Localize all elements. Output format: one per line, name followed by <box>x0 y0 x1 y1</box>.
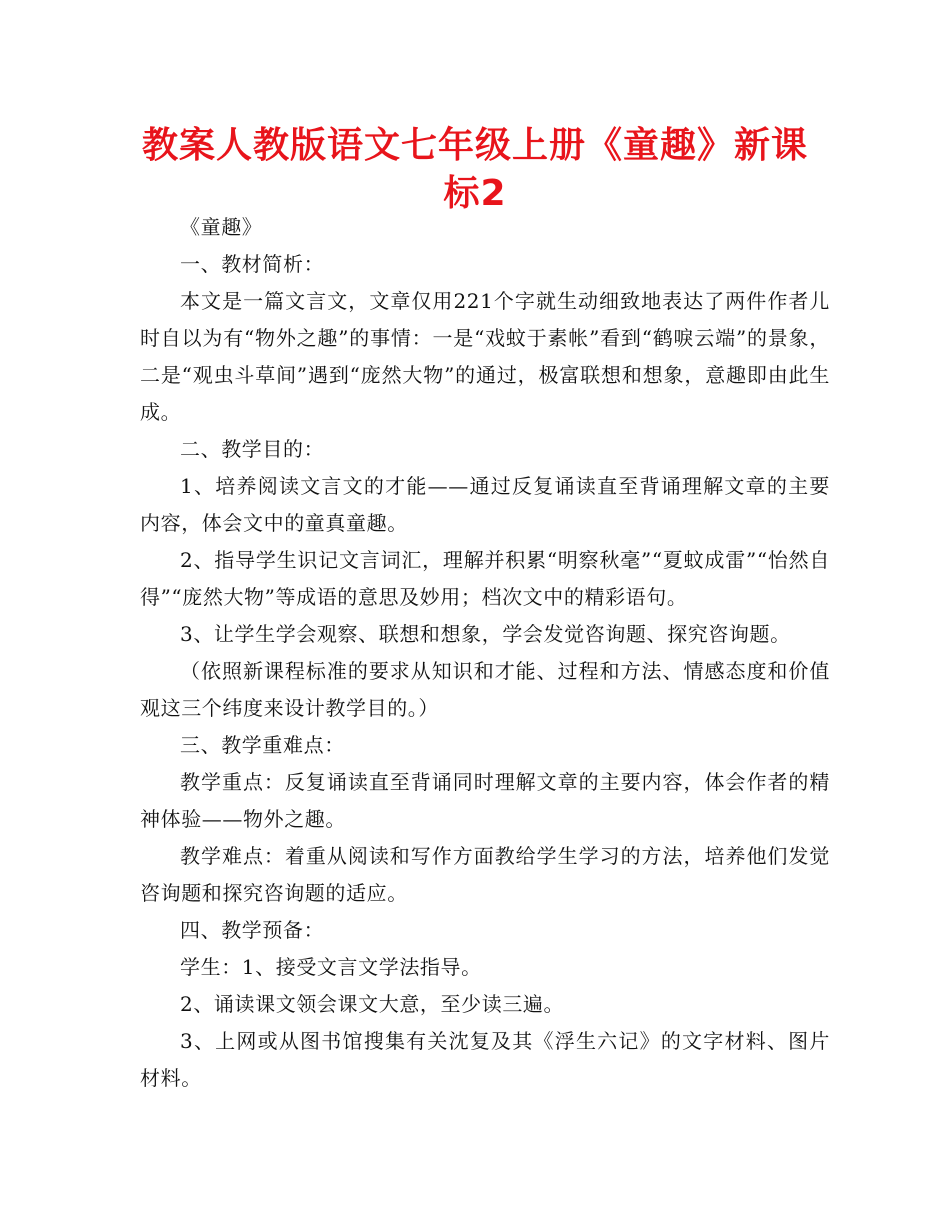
section-heading-preparation: 四、教学预备： <box>180 918 325 942</box>
document-title-line-2: 标2 <box>443 173 507 214</box>
document-body <box>140 209 830 1097</box>
paragraph-difficult-point: 教学难点：着重从阅读和写作方面教给学生学习的方法，培养他们发觉咨询题和探究咨询题的适应。 <box>140 844 830 905</box>
paragraph-material-analysis: 本文是一篇文言文，文章仅用221个字就生动细致地表达了两件作者儿时自以为有“物外之趣”的事情：一是“戏蚊于素帐”看到“鹤唳云端”的景象，二是“观虫斗草间”遇到“庞然大物”的通过，极富联想和想象，意趣即由此生成。 <box>140 289 830 424</box>
section-heading-teaching-goals: 二、教学目的： <box>180 437 325 461</box>
paragraph-goal-note: （依照新课程标准的要求从知识和才能、过程和方法、情感态度和价值观这三个纬度来设计教学目的。） <box>140 659 830 720</box>
paragraph-prep-1: 学生：1、接受文言文学法指导。 <box>180 955 482 979</box>
paragraph-prep-3: 3、上网或从图书馆搜集有关沈复及其《浮生六记》的文字材料、图片材料。 <box>140 1029 830 1090</box>
document-title-line-1: 教案人教版语文七年级上册《童趣》新课 <box>141 125 808 166</box>
paragraph-goal-3: 3、让学生学会观察、联想和想象，学会发觉咨询题、探究咨询题。 <box>180 622 791 646</box>
section-heading-material-analysis: 一、教材简析： <box>180 252 325 276</box>
paragraph-goal-1: 1、培养阅读文言文的才能——通过反复诵读直至背诵理解文章的主要内容，体会文中的童真童趣。 <box>140 474 830 535</box>
paragraph-key-point: 教学重点：反复诵读直至背诵同时理解文章的主要内容，体会作者的精神体验——物外之趣。 <box>140 770 830 831</box>
paragraph-text-title: 《童趣》 <box>180 215 263 239</box>
paragraph-prep-2: 2、诵读课文领会课文大意，至少读三遍。 <box>180 992 565 1016</box>
section-heading-key-points: 三、教学重难点： <box>180 733 345 757</box>
paragraph-goal-2: 2、指导学生识记文言词汇，理解并积累“明察秋毫”“夏蚊成雷”“怡然自得”“庞然大物”等成语的意思及妙用；档次文中的精彩语句。 <box>140 548 830 609</box>
